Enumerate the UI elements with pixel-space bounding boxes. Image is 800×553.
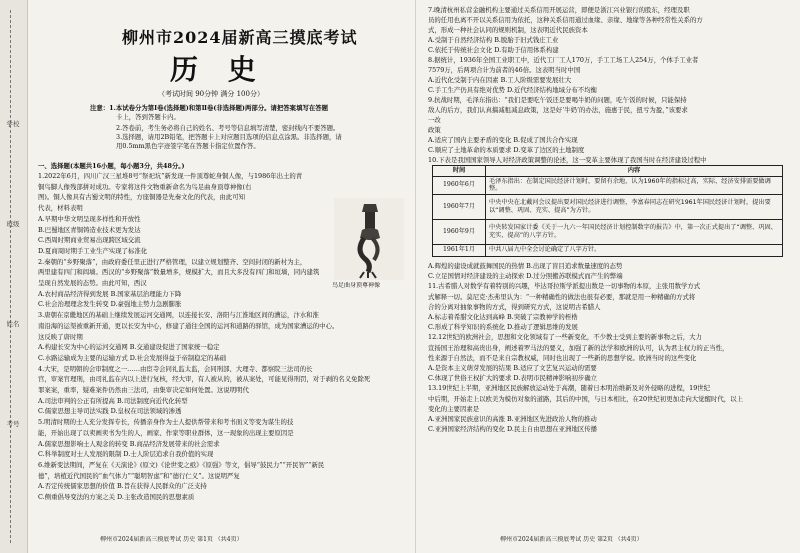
question-line: 员的任用也离不开以关系信用为依托，这种关系信用通过血缘、亲缘、地缘等各种经常性关系的方 [428,16,703,24]
question-line: 一改 [428,116,441,124]
table-cell-year: 1960年9月 [433,219,486,244]
question-line: 变化的主要因素是 [428,404,480,413]
question-line: 1.2022年6月，四川广汉三星堆8号“祭祀坑”新发现一件顶尊蛇身铜人像，与1986年出土的青 [38,172,303,180]
question-line: A.亚洲国家民族意识的高涨 B.亚洲地区先进政治人物的推动 [428,415,597,423]
question-line: 中后期，开始走上以欧美为模仿对象的道路，其后的中国，与日本相比，在20世纪初更加走向大觉醒时代，以上 [428,394,743,403]
question-line: 官，审案官理刑，由司礼监在内以上进行复核，经大审，有人被从的，被从案处，可能见得刑罚，对于剥的名义免除死 [38,375,371,384]
question-line: C.手工生产仍具有绝对优势 D.近代经济结构地域分布不均衡 [428,86,598,94]
table-row [433,244,783,256]
table-cell-text: 毛泽东指出：在制定国民经济计划时，要留有余地，认为1960年的指标过高，实际，经济安排需要做调整。 [489,177,771,192]
question-line: 5.明清时期的士人充分发挥专长，传播亲身作为士人提供帮带来和考书面义等变为谋生的技 [38,418,294,427]
question-line: A.儒家思想影响士人观念的转变 B.商品经济发展带来的社会需求 [38,439,220,448]
question-line: C.西周时期商业贸易出现跨区域交流 [38,236,141,245]
question-line: 7.晚清杭州私营金融机构主要通过关系信用开展运营，即便是浙江兴业银行的股东，经理及职 [428,6,690,14]
question-line: 代表，材料表明 [38,204,83,213]
timeline-table [432,165,783,257]
question-line: 12.12世纪的欧洲社会，思想和文化领域有了一些新变化，不少教士受到主要的新事物之后，大力 [428,333,702,342]
question-line: A.农村商品经济得到发展 B.国家基层治理能力下降 [38,289,182,298]
page-footer: 柳州市2024届新高三摸底考试 历史 第1页 （共4页） [100,536,243,543]
question-line: 能，开始出现了以卖画卖书为生的人，画家、作家等职业群体，这一现象的出现主要原因是 [38,428,294,437]
question-line: 7579万，后两项合计为前者的46倍。这表明当时中国 [428,66,581,74]
question-line: 合的分离对抽象事物的方式，得到研究方式，这说明古希腊人 [428,302,601,311]
question-line: C.侧重倡导变法的方案之关 D.主张改造国民的思想素质 [38,493,195,501]
question-line: A.标志着希腊文化达到高峰 B.突破了宗教神学的桎梏 [428,313,578,321]
binding-dashed-line [10,10,11,543]
question-line: 性来源于自然法，而不是来自宗教权威，同时也出现了一些新的思想学说。欧洲当时的这些变化 [428,353,697,362]
question-line: 政策 [428,126,441,134]
question-line: 南沿海的运渠被重新开通，更以长安为中心，修建了通往全国的运河和道路的驿馆，成为国家漕运的中心。 [38,321,339,330]
spine-label-school: 学校 [6,120,20,128]
spine-label-name: 姓名 [6,320,20,328]
question-line: 9.抗战时期，毛泽东指出：“我们是要吃午饭还是要喝牛奶的问题，吃午饭的时候，只能保持 [428,96,687,104]
page-fold [415,0,416,553]
table-cell-text: 中共八届九中全会讨论确定了八字方针。 [489,246,601,254]
question-line: A.否定传统儒家思想的价值 B.旨在获得人民群众的广泛支持 [38,482,207,491]
question-line: 2.秦朝的“乡野聚落”，由政府委任里正进行严格管理，以建立规划整齐、空间封闭的新村为主， [38,257,307,266]
question-line: 式解释一切。莫尼克·杰弗里认为：“一种精确性的做法也很有必要，那就是用一种精确的方式将 [428,292,696,301]
table-row [433,219,783,244]
question-line: A.近代化受制于内在因素 B.工人阶级需要发展壮大 [428,76,572,84]
exam-meta: （考试时间 90分钟 满分 100分） [158,90,264,98]
page-2 [420,0,795,553]
question-line: C.顺应了土地革命的本质要求 D.变革了边区的土地制度 [428,146,585,154]
page-footer: 柳州市2024届新高三摸底考试 历史 第2页 （共4页） [500,536,643,543]
question-line: 这反映了唐时期 [38,332,83,341]
table-cell-year: 1960年7月 [433,194,486,219]
question-line: C.亚洲国家经济结构的变化 D.民主自由思想在亚洲地区传播 [428,425,598,434]
question-line: 呈现自然发展的态势。由此可知，西汉 [38,279,147,287]
table-cell-year: 1961年1月 [433,244,486,256]
question-line: 德”，培植近代国民的“血气体力”“聪明智虑”和“德行仁义”。这说明严复 [38,471,240,480]
binding-spine [0,0,28,553]
question-line: C.科举制度对士人发展的限制 D.士人阶层追求自我价值的实现 [38,450,214,459]
subject-title: 历 史 [170,54,266,86]
question-line: B.巴蜀地区青铜铸造业技术更为发达 [38,225,141,234]
notice-line: 用0.5mm黑色字迹签字笔在答题卡指定位置作答。 [116,142,260,150]
table-cell-text: 中央中央在北戴河会议提出要对国民经济进行调整，李富春同志在研究1961年国民经济计划时，提出要以“调整、巩固、充实、提高”为方针。 [489,199,771,214]
question-line: C.体现了世俗王权扩大的要求 D.表明市民精神影响初步确立 [428,374,598,383]
question-line: C.儒家思想主导司法实践 D.皇权在司法领域的渗透 [38,407,182,416]
question-line: 铜鸟脚人像残部拼对成功。专家将这件文物重新命名为鸟足曲身顶尊神像(右 [38,182,252,191]
question-line: A.适应了国内主要矛盾的变化 B.促成了国共合作实现 [428,136,578,144]
notice-line: 3.选择题，请用2B铅笔，把答题卡上对应题目选项的信息点涂黑。非选择题，请 [116,133,342,141]
question-line: 两里建有四门和闾墙。西汉的“乡野聚落”数量增多，规模扩大，而且大多没有四门和垣墙，同内建筑 [38,268,320,277]
table-cell-year: 1960年6月 [433,176,486,194]
question-line: D.夏商周时期手工业生产实现了标准化 [38,246,148,255]
table-header-row [433,166,783,177]
section-heading: 一、选择题(本题共16小题，每小题3分，共48分。) [38,162,185,170]
question-line: 8.据统计，1936年全国工业职工中，近代工厂工人170万，手工工场工人254万，个体手工业者 [428,56,699,64]
question-line: A.司法审判的公正有所提高 B.司法制度向近代化转型 [38,396,188,405]
question-line: 罪案案，重率，疑难案件仍然由三法司，由集审决定如何处置。这说明明代 [38,386,249,394]
table-row [433,176,783,194]
table-cell-text: 中央转发国家计委《关于一九六一年国民经济计划控制数字的报告》中，第一次正式提出了“调整、巩固、充实、提高”的八字方针。 [489,224,777,239]
question-line: 3.唐朝在京畿地区的基础上继续发展运河交通网，以连接长安、洛阳与江淮地区间的漕运，汴水和淮 [38,311,319,320]
exam-title: 柳州市2024届新高三摸底考试 [122,28,358,47]
table-row [433,194,783,219]
question-line: A.受制于自然经济结构 B.脱胎于旧式钱庄工业 [428,36,559,44]
figure-caption: 鸟足曲身顶尊神像 [332,282,381,289]
question-line: 敌人的后方，我们认真搞减租减息政策，这是好‘牛奶’的办法，施惠于民，扭亏为盈，”该要求 [428,106,688,114]
question-line: 式，形成一种社会认同的规则机制，这表明近代民族资本 [428,26,588,34]
question-line: 13.19世纪上半期，亚洲地区民族解放运动处于高潮，随着日本明治维新及对外侵略的进程，19世纪 [428,384,711,393]
notice-line: 卡上，答到答题卡内。 [116,113,180,121]
question-line: A.构建长安为中心的运河交通网 B.交通建设促进了国家统一稳定 [38,343,220,352]
question-line: C.形成了科学知识的系统化 D.推动了逻辑思维的发展 [428,323,578,332]
question-line: 11.古希腊人对数学有着特别的兴趣，毕达哥拉斯学派提出数是一切事物的本原，主张用数学方式 [428,282,701,291]
question-line: A.早期中华文明呈现多样性和开放性 [38,214,141,223]
statue-icon [334,198,404,280]
question-line: A.是资本主义萌芽发展的结果 B.适应了文艺复兴运动的需要 [428,364,597,372]
question-line: A.辉煌的建设成就鼓舞国民的热情 B.出现了盲目追求数量速度的态势 [428,262,623,270]
question-line: C.水路运输成为主要的运输方式 D.社会发展得益于帝制稳定的基础 [38,353,227,362]
table-header-cell: 内容 [486,166,783,177]
question-line: C.立足国情对经济建设的主动探索 D.过分照搬苏联模式而产生的弊端 [428,272,623,281]
spine-label-class: 班级 [6,220,20,228]
spine-label-id: 考号 [6,420,20,428]
notice-line: 注意：1.本试卷分为第Ⅰ卷(选择题)和第Ⅱ卷(非选择题)两部分。请把答案填写在答题 [90,104,329,112]
notice-line: 2.答卷前，考生务必将自己的姓名、考号等信息填写清楚，密封线内不要答题。 [116,124,340,132]
page-1 [30,0,412,553]
question-line: 4.大宋，是明朝的会审制度之一……由宦寺会同礼监太监，会同刑部、大理寺、都察院三法司的长 [38,364,313,373]
table-header-cell: 时间 [433,166,486,177]
question-line: 6.维新变法期间，严复在《天演论》(原文)《论世变之亟》《原强》等文，倡导“鼓民力”“开民智”“新民 [38,460,325,469]
question-line: 宣扬国王治理和高贵出身，阐述着罗马法的要义，加强了新的法学和欧洲的认可，认为君主权力的正当性， [428,343,729,352]
question-line: 10.下表是我国国家领导人对经济政策调整的论述，这一变革主要体现了我国当时在经济建设过程中 [428,156,707,164]
statue-figure [334,198,404,280]
question-line: C.社会治理理念发生转变 D.豪强地主势力急剧膨胀 [38,300,182,309]
question-line: C.依托于传统社会文化 D.有助于信用体系构建 [428,46,559,54]
question-line: 图)。铜人像具有古蜀文明的特性，方座铜器是先秦文化的代表，由此可知 [38,193,245,202]
